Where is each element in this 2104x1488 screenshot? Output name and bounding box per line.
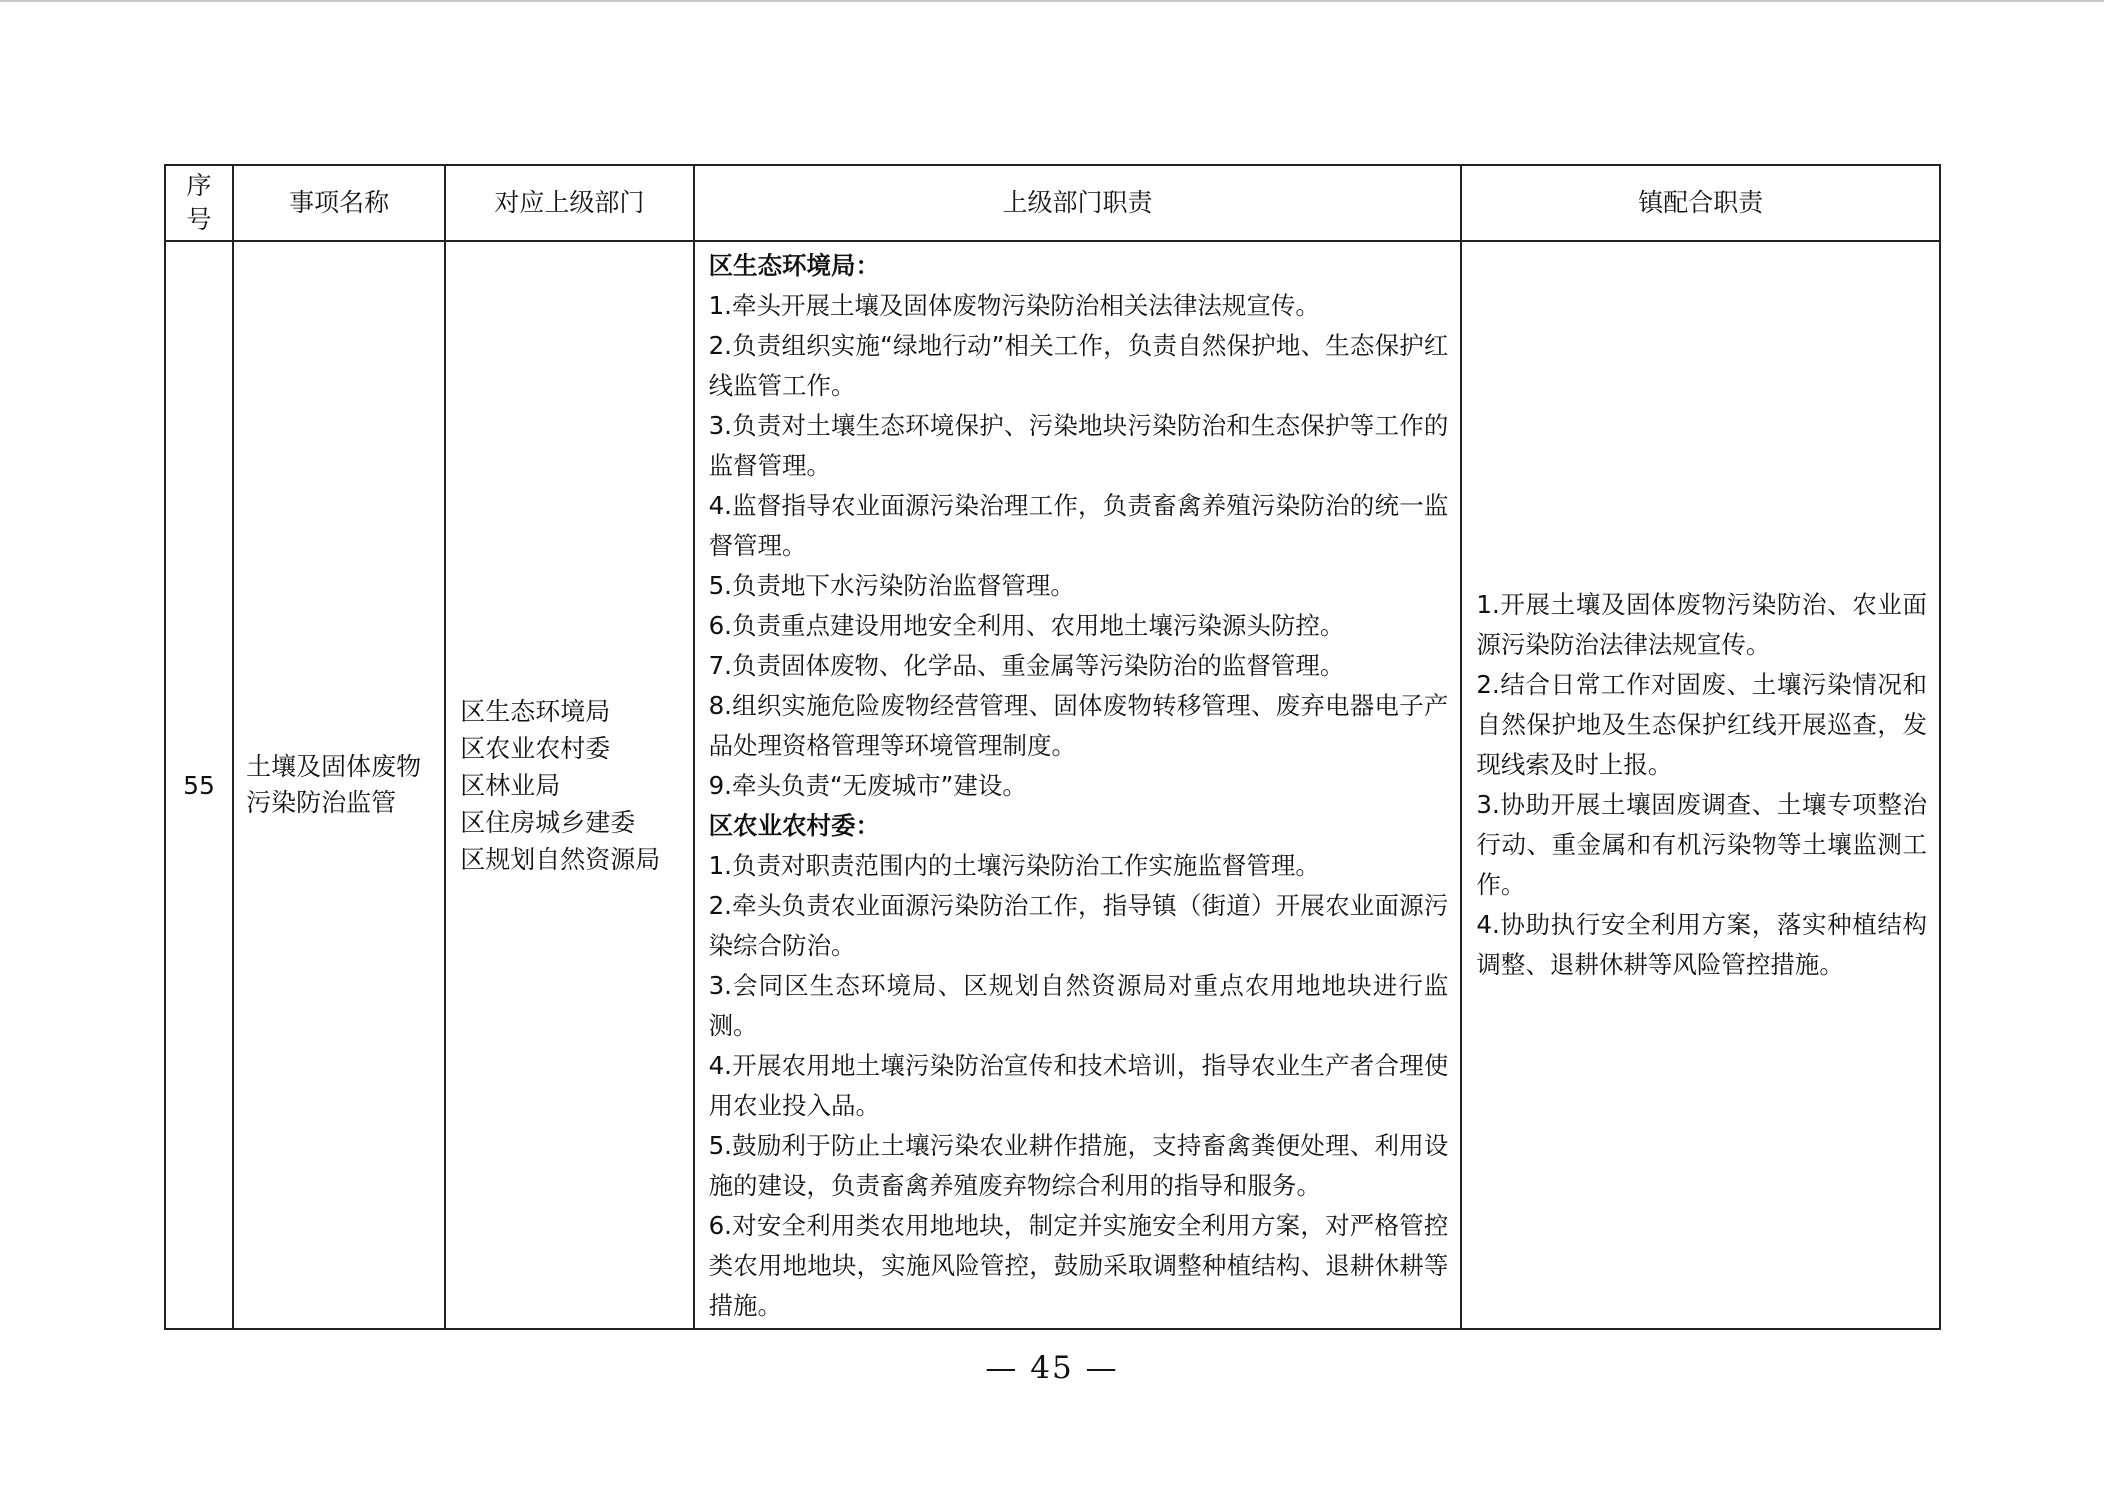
duty-item: 8.组织实施危险废物经营管理、固体废物转移管理、废弃电器电子产品处理资格管理等环境管理制度。 — [708, 691, 1449, 760]
duty-item: 1.负责对职责范围内的土壤污染防治工作实施监督管理。 — [708, 851, 1320, 880]
page-top-border — [0, 0, 2104, 2]
row-town-duties — [1461, 241, 1940, 1329]
duty-item: 1.牵头开展土壤及固体废物污染防治相关法律法规宣传。 — [708, 291, 1320, 320]
duty-item: 6.对安全利用类农用地地块，制定并实施安全利用方案，对严格管控类农用地地块，实施风险管控，鼓励采取调整种植结构、退耕休耕等措施。 — [708, 1211, 1449, 1320]
duty-item: 7.负责固体废物、化学品、重金属等污染防治的监督管理。 — [708, 651, 1345, 680]
header-item-name: 事项名称 — [233, 165, 445, 241]
duty-item: 2.牵头负责农业面源污染防治工作，指导镇（街道）开展农业面源污染综合防治。 — [708, 891, 1449, 960]
table-header-row — [165, 165, 1940, 241]
town-duty-item: 1.开展土壤及固体废物污染防治、农业面源污染防治法律法规宣传。 — [1476, 590, 1927, 659]
department-item: 区住房城乡建委 — [460, 807, 636, 837]
duty-item: 4.开展农用地土壤污染防治宣传和技术培训，指导农业生产者合理使用农业投入品。 — [708, 1051, 1449, 1120]
row-item-name: 土壤及固体废物污染防治监管 — [233, 241, 445, 1329]
duty-item: 2.负责组织实施“绿地行动”相关工作，负责自然保护地、生态保护红线监管工作。 — [708, 331, 1449, 400]
duty-item: 4.监督指导农业面源污染治理工作，负责畜禽养殖污染防治的统一监督管理。 — [708, 491, 1449, 560]
duty-table — [164, 164, 1941, 1330]
table-row — [165, 241, 1940, 1329]
header-index: 序号 — [165, 165, 233, 241]
page-number: — 45 — — [985, 1350, 1119, 1386]
town-duty-item: 4.协助执行安全利用方案，落实种植结构调整、退耕休耕等风险管控措施。 — [1476, 910, 1927, 979]
department-item: 区林业局 — [460, 770, 561, 800]
agency-heading: 区农业农村委： — [708, 811, 881, 840]
header-town-duties: 镇配合职责 — [1461, 165, 1940, 241]
department-item: 区农业农村委 — [460, 733, 611, 763]
duty-item: 3.会同区生态环境局、区规划自然资源局对重点农用地地块进行监测。 — [708, 971, 1449, 1040]
row-superior-duties — [694, 241, 1462, 1329]
department-item: 区生态环境局 — [460, 696, 611, 726]
agency-heading: 区生态环境局： — [708, 251, 881, 280]
row-departments — [445, 241, 693, 1329]
row-index: 55 — [165, 241, 233, 1329]
department-item: 区规划自然资源局 — [460, 844, 661, 874]
header-superior-department: 对应上级部门 — [445, 165, 693, 241]
duty-item: 5.负责地下水污染防治监督管理。 — [708, 571, 1075, 600]
header-superior-duties: 上级部门职责 — [694, 165, 1462, 241]
town-duty-list — [1476, 585, 1927, 985]
duty-item: 9.牵头负责“无废城市”建设。 — [708, 771, 1027, 800]
town-duty-item: 2.结合日常工作对固废、土壤污染情况和自然保护地及生态保护红线开展巡查，发现线索及时上报。 — [1476, 670, 1927, 779]
duty-list — [709, 246, 1449, 1326]
duty-item: 6.负责重点建设用地安全利用、农用地土壤污染源头防控。 — [708, 611, 1345, 640]
duty-item: 5.鼓励利于防止土壤污染农业耕作措施，支持畜禽粪便处理、利用设施的建设，负责畜禽养殖废弃物综合利用的指导和服务。 — [708, 1131, 1449, 1200]
duty-item: 3.负责对土壤生态环境保护、污染地块污染防治和生态保护等工作的监督管理。 — [708, 411, 1449, 480]
town-duty-item: 3.协助开展土壤固废调查、土壤专项整治行动、重金属和有机污染物等土壤监测工作。 — [1476, 790, 1927, 899]
